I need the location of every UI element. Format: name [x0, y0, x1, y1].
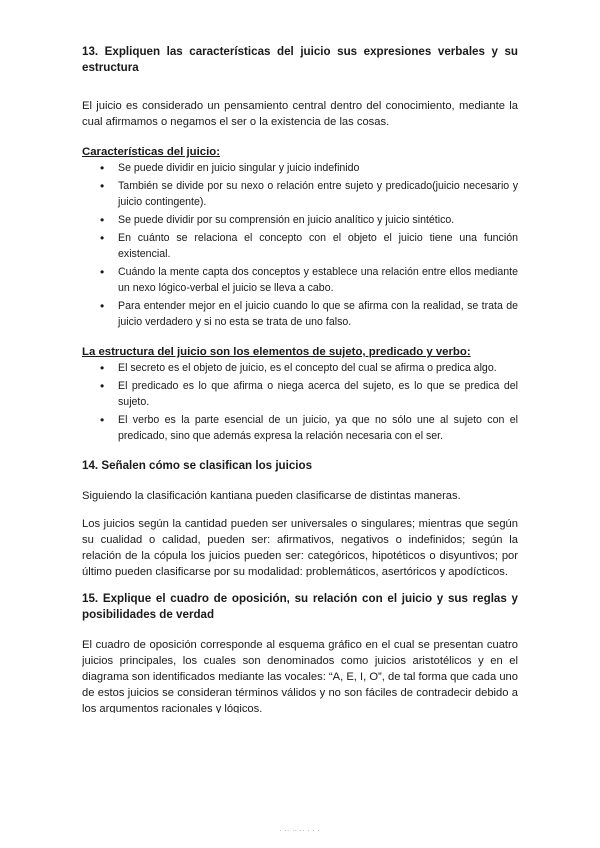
page-footer: · ·· ·· ·· · · · — [279, 828, 321, 834]
section-13-heading: 13. Expliquen las características del juicio sus expresiones verbales y su estructura — [82, 45, 518, 74]
list-item: • El verbo es la parte esencial de un juicio, ya que no sólo une al sujeto con el predicado, sino que además expresa la relación necesaria con el ser. — [118, 412, 518, 444]
list-item: • El secreto es el objeto de juicio, es el concepto del cual se afirma o predica algo. — [118, 360, 518, 376]
characteristics-list — [82, 160, 518, 330]
section-15-paragraph-1: El cuadro de oposición corresponde al esquema gráfico en el cual se presentan cuatro juicios principales, los cuales son denominados como juicios aristotélicos y en el diagrama son identificados mediante las vocales: “A, E, I, O”, de tal forma que cada uno de estos juicios se consideran términos válidos y no son fáciles de contradecir debido a los argumentos racionales y lógicos. — [82, 639, 518, 713]
list-item: • También se divide por su nexo o relación entre sujeto y predicado(juicio necesario y juicio contingente). — [118, 178, 518, 210]
list-item: • El predicado es lo que afirma o niega acerca del sujeto, es lo que se predica del sujeto. — [118, 378, 518, 410]
list-item: • Se puede dividir en juicio singular y juicio indefinido — [118, 160, 518, 176]
characteristics-title: Características del juicio: — [82, 146, 221, 158]
list-item: • Cuándo la mente capta dos conceptos y establece una relación entre ellos mediante un nexo lógico-verbal el juicio se lleva a cabo. — [118, 264, 518, 296]
structure-list — [82, 360, 518, 444]
section-15-heading: 15. Explique el cuadro de oposición, su relación con el juicio y sus reglas y posibilidades de verdad — [82, 592, 518, 621]
section-13-intro: El juicio es considerado un pensamiento central dentro del conocimiento, mediante la cual afirmamos o negamos el ser o la existencia de las cosas. — [82, 100, 518, 128]
list-item: • Se puede dividir por su comprensión en juicio analítico y juicio sintético. — [118, 212, 518, 228]
section-14-paragraph-2: Los juicios según la cantidad pueden ser universales o singulares; mientras que según su cualidad o calidad, pueden ser: afirmativos, negativos o indefinidos; según la relación de la cópula los juicios pueden ser: categóricos, hipotéticos o disyuntivos; por último pueden clasificarse por su modalidad: problemáticos, asertóricos y apodícticos. — [82, 518, 518, 577]
list-item: • En cuánto se relaciona el concepto con el objeto el juicio tiene una función existencial. — [118, 230, 518, 262]
document-page — [82, 44, 518, 713]
section-14-paragraph-1: Siguiendo la clasificación kantiana pueden clasificarse de distintas maneras. — [82, 490, 461, 502]
list-item: • Para entender mejor en el juicio cuando lo que se afirma con la realidad, se trata de juicio verdadero y si no esta se trata de uno falso. — [118, 298, 518, 330]
structure-title: La estructura del juicio son los elementos de sujeto, predicado y verbo: — [82, 346, 471, 358]
section-14-heading: 14. Señalen cómo se clasifican los juicios — [82, 459, 313, 472]
